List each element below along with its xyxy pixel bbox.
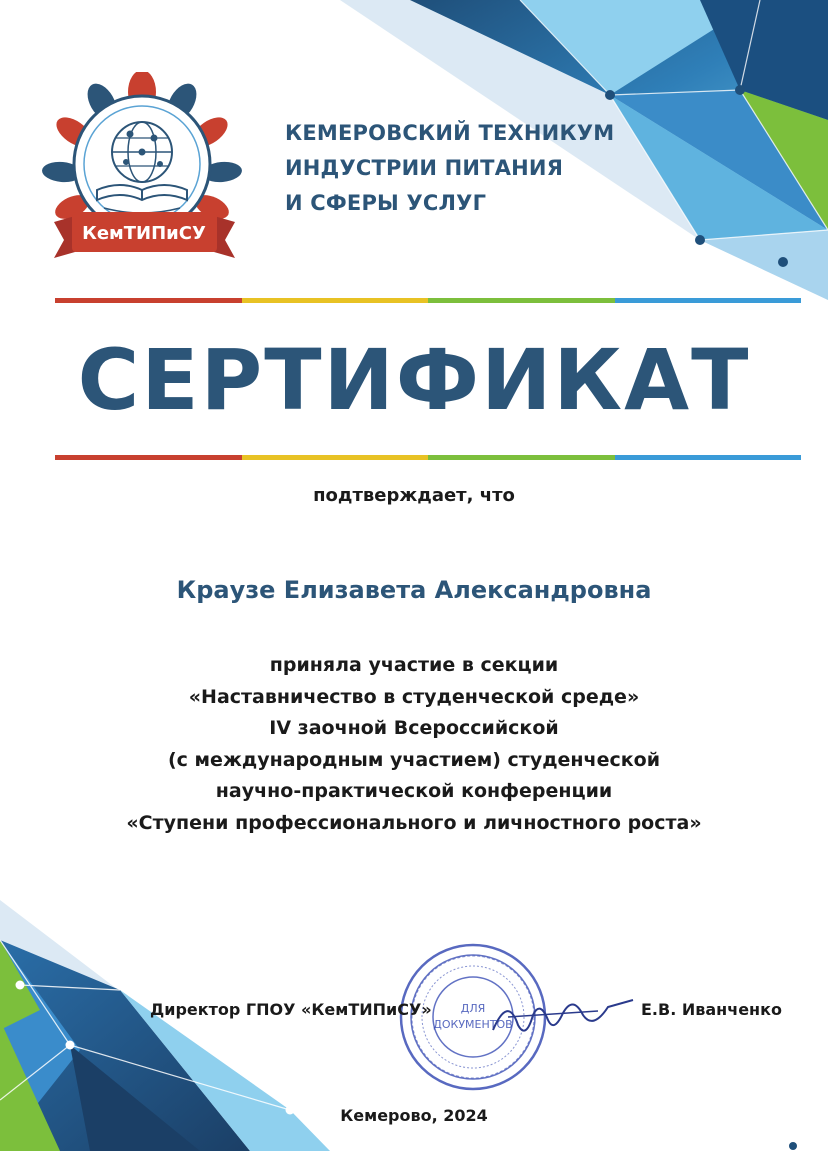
logo-text: КемТИПиСУ <box>82 223 206 244</box>
svg-text:ДЛЯ: ДЛЯ <box>460 1002 486 1015</box>
body-line: «Наставничество в студенческой среде» <box>188 685 640 708</box>
body-line: научно-практической конференции <box>215 780 613 802</box>
college-logo <box>42 72 247 272</box>
body-line: (с международным участием) студенческой <box>167 748 661 771</box>
signer-name: Е.В. Иванченко <box>641 1000 782 1019</box>
body-line: «Ступени профессионального и личностного роста» <box>126 811 702 834</box>
signer-title: Директор ГПОУ «КемТИПиСУ» <box>150 1000 432 1019</box>
certificate-body <box>0 650 828 839</box>
organization-name <box>285 116 614 221</box>
organization-line: И СФЕРЫ УСЛУГ <box>285 191 487 215</box>
director-signature <box>488 985 638 1045</box>
organization-line: КЕМЕРОВСКИЙ ТЕХНИКУМ <box>285 121 615 145</box>
certificate-title: СЕРТИФИКАТ <box>77 331 751 429</box>
organization-line: ИНДУСТРИИ ПИТАНИЯ <box>285 156 564 180</box>
confirms-text: подтверждает, что <box>313 485 515 506</box>
body-line: приняла участие в секции <box>269 654 559 676</box>
recipient-name: Краузе Елизавета Александровна <box>176 576 652 604</box>
body-line: IV заочной Всероссийской <box>269 717 559 739</box>
city-year: Кемерово, 2024 <box>340 1106 488 1125</box>
svg-text:ДОКУМЕНТОВ: ДОКУМЕНТОВ <box>433 1018 513 1031</box>
top-color-rule <box>55 298 801 303</box>
bottom-color-rule <box>55 455 801 460</box>
